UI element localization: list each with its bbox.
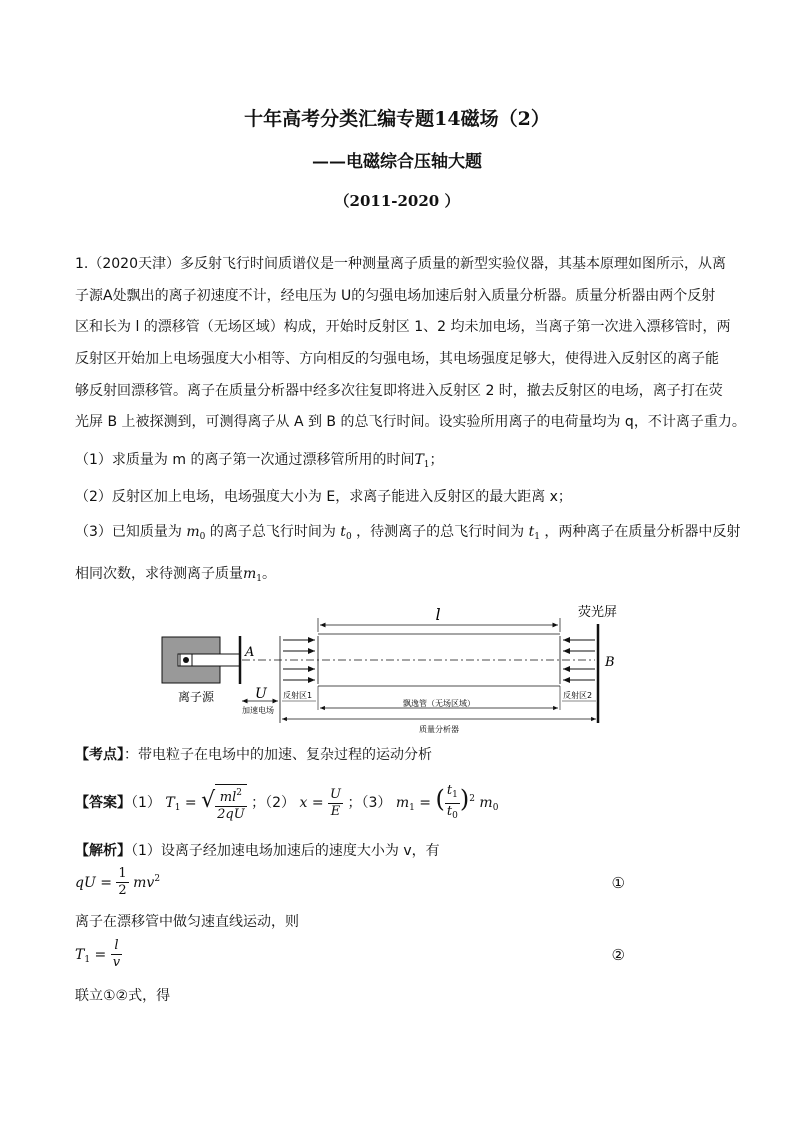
combine-text: 联立①②式，得 (75, 988, 171, 1004)
kaodian-text: ：带电粒子在电场中的加速、复杂过程的运动分析 (124, 747, 432, 763)
equation-1-number: ① (611, 874, 625, 892)
symbol-t1: $t_1$ (528, 524, 540, 542)
equation-2 (75, 938, 625, 978)
kaodian-heading: 【考点】 (75, 747, 124, 763)
intro-line-3: 区和长为 l 的漂移管（无场区域）构成，开始时反射区 1、2 均未加电场，当离子第一次进入漂移管时，两 (75, 319, 731, 335)
question-3-part-b: 的离子总飞行时间为 (209, 524, 336, 540)
label-reflection-1: 反射区1 (283, 691, 313, 700)
label-screen: 荧光屏 (578, 605, 618, 620)
label-B: B (605, 655, 615, 670)
intro-line-4: 反射区开始加上电场强度大小相等、方向相反的匀强电场，其电场强度足够大，使得进入反射区的离子能 (75, 351, 719, 367)
symbol-m0: $m_0$ (186, 524, 206, 542)
label-A: A (245, 645, 255, 660)
jiexi-heading: 【解析】 (75, 843, 131, 859)
intro-line-6: 光屏 B 上被探测到，可测得离子从 A 到 B 的总飞行时间。设实验所用离子的电荷量均为 q，不计离子重力。 (75, 414, 746, 430)
label-accel-field: 加速电场 (242, 706, 274, 715)
label-analyzer: 质量分析器 (419, 725, 459, 734)
answer-2-formula: x = $\frac{U}{E}$ (299, 786, 342, 819)
equation-1-formula: qU = $\frac{1}{2}$ $mv^2$ (75, 866, 161, 898)
question-3-line-2: 相同次数，求待测离子质量$m_1$。 (75, 566, 277, 584)
symbol-T1: $T_1$ (414, 452, 430, 470)
question-1-text: （1）求质量为 m 的离子第一次通过漂移管所用的时间 (75, 452, 415, 468)
answer-part-1-label: （1） (131, 795, 161, 811)
symbol-m1: $m_1$ (243, 566, 263, 584)
equation-2-formula: $T_1$ = $\frac{l}{v}$ (75, 938, 121, 970)
question-3-part-c: ，待测离子的总飞行时间为 (356, 524, 525, 540)
apparatus-diagram (150, 598, 630, 743)
answer-part-2-label: ；（2） (251, 795, 296, 811)
question-3 (75, 521, 740, 542)
drift-motion-text: 离子在漂移管中做匀速直线运动，则 (75, 914, 299, 930)
kaodian-line (75, 744, 432, 764)
label-ion-source: 离子源 (178, 690, 215, 704)
year-range: （2011-2020 ） (334, 192, 460, 210)
intro-line-2: 子源A处飘出的离子初速度不计，经电压为 U的匀强电场加速后射入质量分析器。质量分析器由两个反射 (75, 288, 716, 304)
page-title: 十年高考分类汇编专题14磁场（2） (244, 108, 550, 130)
label-l: l (435, 605, 441, 624)
label-U: U (255, 686, 267, 702)
equation-1 (75, 866, 625, 906)
question-3-line-2-text: 相同次数，求待测离子质量 (75, 566, 243, 582)
answer-part-3-label: ；（3） (347, 795, 392, 811)
ion-source (162, 637, 240, 683)
label-reflection-2: 反射区2 (563, 691, 593, 700)
jiexi-line (75, 840, 440, 860)
question-3-part-a: （3）已知质量为 (75, 524, 182, 540)
question-3-part-d: ，两种离子在质量分析器中反射 (544, 524, 741, 540)
page-subtitle: ——电磁综合压轴大题 (312, 152, 482, 172)
equation-2-number: ② (611, 946, 625, 964)
symbol-t0: $t_0$ (340, 524, 352, 542)
question-1: （1）求质量为 m 的离子第一次通过漂移管所用的时间$T_1$； (75, 452, 444, 470)
jiexi-text: （1）设离子经加速电场加速后的速度大小为 v，有 (131, 843, 440, 859)
answer-3-formula: $m_1$ = ( $\frac{t_1}{t_0}$ )$^2$ $m_0$ (395, 782, 499, 821)
intro-line-1: 1.（2020天津）多反射飞行时间质谱仪是一种测量离子质量的新型实验仪器，其基本原理如图所示，从离 (75, 256, 726, 272)
question-2: （2）反射区加上电场，电场强度大小为 E，求离子能进入反射区的最大距离 x； (75, 489, 572, 505)
answer-heading: 【答案】 (75, 795, 131, 811)
label-drift-tube: 飘逸管（无场区域） (403, 699, 475, 708)
answer-line (75, 780, 498, 827)
intro-line-5: 够反射回漂移管。离子在质量分析器中经多次往复即将进入反射区 2 时，撤去反射区的电场，离子打在荧 (75, 383, 723, 399)
answer-1-formula: $T_1$ = √ $\frac{ml^2}{2qU}$ (165, 795, 246, 811)
